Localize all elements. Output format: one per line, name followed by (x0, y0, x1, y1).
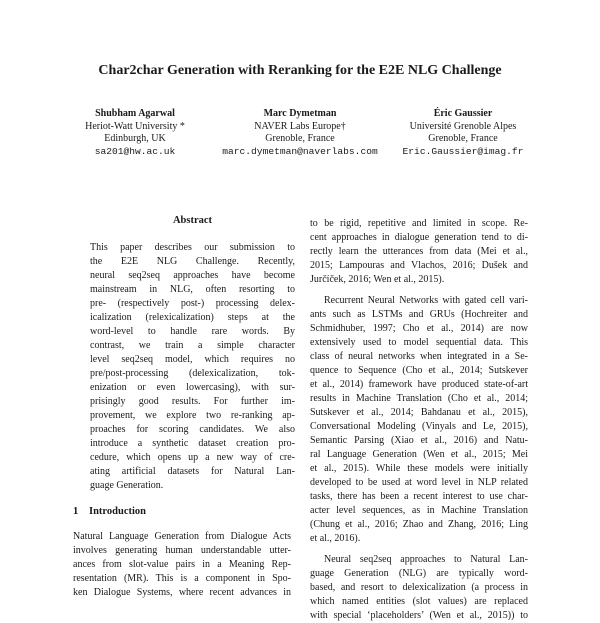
text-line: cent approaches in dialogue generation tend to di- (310, 232, 528, 243)
text-line: ants such as LSTMs and GRUs (Hochreiter and (310, 309, 528, 320)
text-line: mainstream in NLG, often resorting to (90, 284, 295, 295)
text-line: pre- (respectively post-) processing delex- (90, 298, 295, 309)
text-line: pre/post-processing (delexicalization, tok- (90, 368, 295, 379)
text-line: et al., 2014) framework have produced state-of-art (310, 379, 528, 390)
text-line: developed to be used at word level in NLP related (310, 477, 528, 488)
author-email: Eric.Gaussier@imag.fr (402, 145, 524, 157)
text-line: which named entities (slot values) are replaced (310, 596, 528, 607)
author-name: Marc Dymetman (263, 108, 337, 119)
author-block (190, 108, 410, 158)
text-line: ral Language Generation (Wen et al., 2015; Mei (310, 449, 528, 460)
text-line: provement, we explore two re-ranking ap- (90, 410, 295, 421)
author-location: Grenoble, France (428, 133, 498, 144)
right-column-body (310, 217, 528, 623)
text-line: to be rigid, repetitive and limited in scope. Re- (310, 218, 528, 229)
paragraph-gap (310, 546, 528, 553)
text-line: class of neural networks when integrated in a Se- (310, 351, 528, 362)
text-line: with special ‘placeholders’ (Wen et al., 2015)) to (310, 610, 528, 621)
text-line: Jurčíček, 2016; Wen et al., 2015). (310, 274, 445, 285)
text-line: enization or even lowercasing), with sur- (90, 382, 295, 393)
author-name: Shubham Agarwal (95, 108, 175, 119)
text-line: guage Generation. (90, 480, 164, 491)
author-affiliation: Heriot-Watt University * (85, 120, 185, 132)
text-line: Schmidhuber, 1997; Cho et al., 2014) are now (310, 323, 528, 334)
text-line: Natural Language Generation from Dialogue Acts (73, 531, 291, 542)
text-line: results in Machine Translation (Cho et al., 2014; (310, 393, 528, 404)
abstract-body (90, 241, 295, 493)
text-line: guage Generation (NLG) are typically word- (310, 568, 528, 579)
text-line: based, and resort to delexicalization (a process in (310, 582, 528, 593)
author-block (383, 108, 543, 158)
text-line: tasks, there has been a recent interest to use char- (310, 491, 528, 502)
author-name: Éric Gaussier (433, 108, 493, 119)
text-line: et al., 2015). While these models were initially (310, 463, 528, 474)
author-affiliation: Université Grenoble Alpes (409, 120, 517, 132)
author-email: sa201@hw.ac.uk (94, 145, 176, 157)
author-location: Edinburgh, UK (104, 133, 166, 144)
text-line: Semantic Parsing (Xiao et al., 2016) and Natu- (310, 435, 528, 446)
section-heading (73, 506, 146, 517)
section-title: Introduction (89, 506, 146, 517)
text-line: 2015; Lampouras and Vlachos, 2016; Dušek and (310, 260, 528, 271)
intro-body (73, 530, 291, 600)
text-line: ken Dialogue Systems, where recent advances in (73, 587, 291, 598)
text-line: extensively used to model sequential data. This (310, 337, 528, 348)
author-affiliation: NAVER Labs Europe† (254, 120, 346, 132)
text-line: et al., 2016). (310, 533, 361, 544)
author-email: marc.dymetman@naverlabs.com (222, 145, 378, 157)
text-line: cedure, which opens up a new way of cre- (90, 452, 295, 463)
text-line: Sutskever et al., 2014; Bahdanau et al., 2015), (310, 407, 528, 418)
text-line: (Chung et al., 2016; Zhao and Zhang, 2016; Ling (310, 519, 528, 530)
text-line: contrast, we train a simple character (90, 340, 295, 351)
text-line: acter level sequences, as in Machine Translation (310, 505, 528, 516)
text-line: resentation (MR). This is a component in Spo- (73, 573, 291, 584)
text-line: rectly learn the utterances from data (Mei et al., (310, 246, 528, 257)
abstract-heading: Abstract (172, 215, 213, 226)
text-line: ating artificial datasets for Natural Lan- (90, 466, 295, 477)
text-line: proaches for scoring candidates. We also (90, 424, 295, 435)
paragraph-gap (310, 287, 528, 294)
paper-title: Char2char Generation with Reranking for the E2E NLG Challenge (98, 63, 502, 78)
text-line: icalization (relexicalization) steps at the (90, 312, 295, 323)
text-line: prisingly good results. For further im- (90, 396, 295, 407)
text-line: neural seq2seq approaches have become (90, 270, 295, 281)
section-number: 1 (73, 506, 79, 517)
text-line: quence to Sequence (Cho et al., 2014; Sutskever (310, 365, 528, 376)
text-line: Neural seq2seq approaches to Natural Lan- (324, 554, 528, 565)
text-line: Recurrent Neural Networks with gated cell vari- (324, 295, 528, 306)
text-line: the E2E NLG Challenge. Recently, (90, 256, 295, 267)
text-line: involves generating human understandable utter- (73, 545, 291, 556)
text-line: level seq2seq model, which requires no (90, 354, 295, 365)
text-line: ances from slot-value pairs in a Meaning Rep- (73, 559, 291, 570)
author-block (60, 108, 210, 158)
text-line: This paper describes our submission to (90, 242, 295, 253)
text-line: introduce a synthetic dataset creation pro- (90, 438, 295, 449)
author-location: Grenoble, France (265, 133, 335, 144)
text-line: Conversational Modeling (Vinyals and Le, 2015), (310, 421, 528, 432)
text-line: word-level to handle rare words. By (90, 326, 295, 337)
